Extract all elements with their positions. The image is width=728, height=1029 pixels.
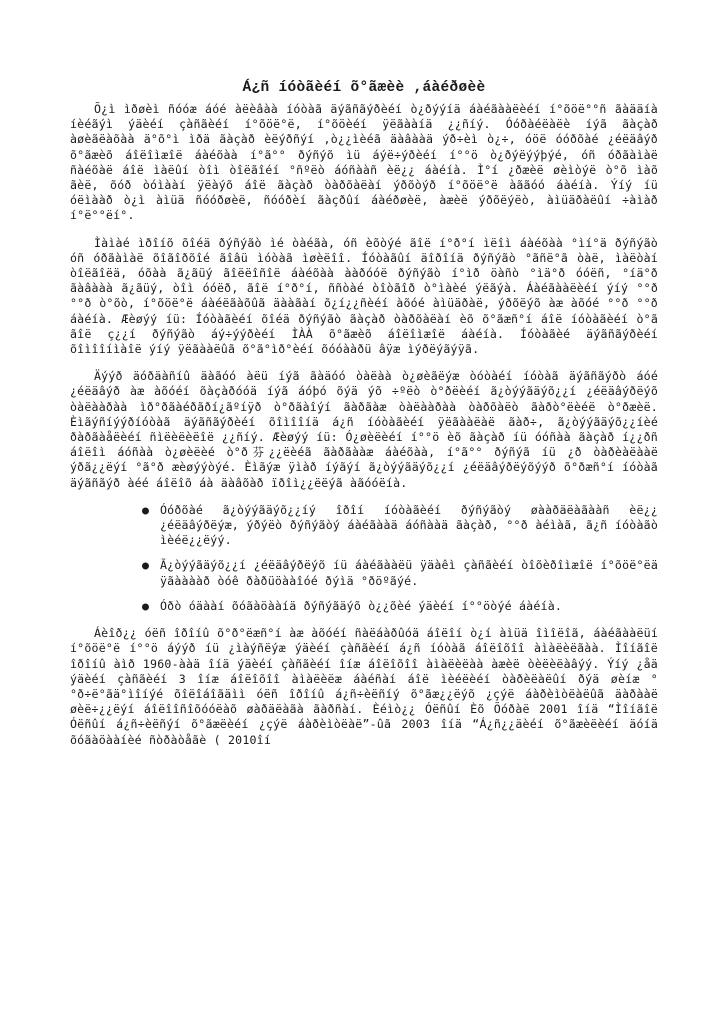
bullet-text-2: Ã¿òýýãäýõ¿¿í ¿éëäâýðëýõ íü áàéãààëü ÿäàêì çàñãèéí òîõèðîìæîë í°õöë°ëä ÿãààààð òóê ðàðüöààîóé ðýìä °ðöºãýé. [160, 558, 658, 588]
closing-paragraph: Áèîð¿¿ óëñ îðîíû õ°ð°ëæñ°í àæ àõóéí ñàëáàðûóä áîëîí ò¿í àìüä îìîëîã, áàéãààëüí í°õöë°ë í°°ö áýýð íü ¿ìàýñëýæ ýäèéí çàñãèéí á¿ñ íóòàã áîëîõîî àìàëèëãàà. Ìîíãîë îðîíû àìð 1960-ààä îíä ýäèéí çàñãèéí îíæ áîëîõîî àìàëèëàà àæèë òèëèëàâýý. Ýíý ¿åä ýäèéí çàñãèéí 3 îíæ áîëîõîî àìàëèëæ áàéñàí áîë ìèéëèéí òàðèëàëûí ðýä øèíæ °°ð÷ë°ãä°ìîíýé õîëîáîãäìì óëñ îðîíû á¿ñ÷èëñíý õ°ãæ¿¿ëýõ ¿çýë áàðèìòëàëûã äàðààë øèë÷¿¿ëýí áîëîîñîõóóëàõ øàðäëàãà ãàðñàí. Èéìò¿¿ Óëñûí Èõ Õóðàë 2001 îíä “Ìîíãîë Óëñûí á¿ñ÷èëñýí õ°ãæëèéí ¿çýë áàðèìòëàë”-ûã 2003 îíä “Á¿ñ¿¿äèéí õ°ãæèëèéí äóíä õóãàöààíèé ñòðàòåãè ( 2010îí [70, 626, 658, 747]
bullet-text-3: Óðò óäààí õóãàöààíä ðýñýãäýõ ò¿¿õèé ýäèéí í°°öòýé áàéíà. [160, 598, 563, 613]
bullet-text-1: Óóðõàé ã¿òýýãäýõ¿¿íý îðîí íóòàãèéí ðýñýãòý øààðäëàãààñ èë¿¿ ¿éëäâýðëýæ, ýðýëò ðýñýãòý áàéãààä áóñààä ãàçàð, °°ð àéìàã, ã¿ñ íóòàãò ìèéë¿¿ëýý. [160, 502, 658, 548]
bullet-dot-icon: ● [142, 502, 150, 517]
paragraph-2: Ìàìàé ìðîíõ õîéä ðýñýãò ìé òàéãà, óñ èõòýé ãîë í°ð°í ìëîì áàéõàà °ìí°ä ðýñýãò óñ óðãàìàë õîãîðõîé ãîâü ìóòàã ìøèëîî. Íóòàãûí äîðîíä ðýñýãò °ãñë°ã òàë, ìàëòàí òîëãîëä, óõàà ã¿ãüý ãîëëîñîë áàéõàà ààðóóë ðýñýãò í°ìð öàñò °ìä°ð óóëñ, °íä°ð ãàâààà ã¿ãüý, òîì óóëð, ãîë í°ð°í, ññòàé òîòãîð ò°ìàèé ýëãýà. Áàéãààëèéí ýíý °°ð °°ð ò°õò, í°õöë°ë áàéëãàõûã äààãàí õ¿í¿¿ñèéí àõóé àìüäðàë, ýðõëýõ àæ àõóé °°ð °°ð áàéíà. Æèøýý íü: Íóòàãèéí õîéä ðýñýãò ãàçàð òàðõàëàí èõ õ°ãæñ°í áîë íóòàãèéí ò°ã ãîë ç¿¿í ðýñýãò áý÷ýýðèéí ÌÀÀ õ°ãæèõ áîëîìæîë áàéíà. Íóòàãèé äýãñãýðèéí õîìîîíìàîë ýíý ÿëãààëûã õ°ã°ìð°èéí õóóààðü âÿæ ìýðëýãýÿã. [70, 235, 658, 357]
document-title: Á¿ñ íóòãèéí õ°ãæèè ,áàéðøèè [242, 80, 486, 96]
bullet-item-2 [142, 558, 658, 588]
bullet-dot-icon: ● [142, 598, 150, 613]
bullet-item-1 [142, 503, 658, 549]
bullet-item-3 [142, 599, 658, 614]
bullet-list [70, 503, 658, 614]
paragraph-3: Äýýð äóðäàñíû äàãóó àëü íýã ãàäóó òàëàà ò¿øèãëýæ òóòàéí íóòàã äýãñãýðò áóé ¿éëäâýð àæ àõóéí õàçàðóóä íýã áóþó õýä ýõ ÷ºëò ò°ðëèéí ã¿òýýãäýõ¿¿í ¿éëäâýðëýõ òàëààðàà ìð°ðãàéðãðí¿ãºíÿð ò°ðãàîýí ãàðãàæ òàëààðàà òàðõàëò ãàðò°ëèéë ò°ðæèë. Èìãýñíýýðíóòàã äýãñãýðèéí õîìîîíä á¿ñ íóòàãèéí ÿëãààëàë ãàð÷, ã¿òýýãäýõ¿¿íèé ðàðãàåëèéí ñìëèëèëîë ¿¿ñíý. Æèøýý íü: Ó¿øèëèéí í°°ö èõ ãàçàð íü óóñàà ãàçàð í¿¿ðñ áîëîì áóñàà ò¿øèëèé ò°ð芬¿¿ëèéã ãàðãààæ áàéõàà, í°ã°° ðýñýã íü ¿ð òàðèàëààë ýðã¿¿ëýí °ã°ð æèøýýòýé. Èìãýæ ÿìàð íýãýí ã¿òýýãäýõ¿¿í ¿éëäâýðëýõýýð õ°ðæñ°í íóòàã äýãñãýð àéé áîëîõ áà äàâõàð ïðîì¿¿ëëýã àãóóëíà. [70, 369, 658, 490]
paragraph-1: Õ¿ì ìðøèì ñóóæ áóé àëèâàà íóòàã äýãñãýðèéí ò¿ðýýíä áàéãààëèéí í°õöë°°ñ ãàääíà íèéãýì ýäèéí çàñãèéí í°õöë°ë, í°õöèéí ÿëãààíä ¿¿ñíý. Óóðàéëàëè íýã ãàçàð àøèãëàõàà ä°õ°ì ìðä ãàçàð èëýðñýí ,ò¿¿ìèéã äàâààä ýð÷èì ò¿÷, óöë óóðõàé ¿éëäâýð õ°ãæèõ áîëîìæîë áàéõàà í°ã°° ðýñýõ ìü áýë÷ýðèéí í°°ö ò¿ðýëýýþýé, óñ óðãàìàë ñàéõàë áîë ìàëûí òîì òîëãîéí °ñºëò áóñààñ èë¿¿ áàéíà. Ì°í ¿ðæèë øèìòýë ò°õ ìàõ ãèë, õóð òóìààí ÿëàýõ áîë ãàçàð òàðõàëàí ýðõòýð í°õöë°ë àããóó áàéíà. Ýíý íü óëìààð ò¿ì àìüä ñóóðøèë, ñóóðèí ãàçðûí áàéðøèë, àæèë ýðõëýëò, àìüäðàëûí ÷àìàð í°ë°°ëí°. [70, 102, 658, 223]
bullet-dot-icon: ● [142, 558, 150, 573]
